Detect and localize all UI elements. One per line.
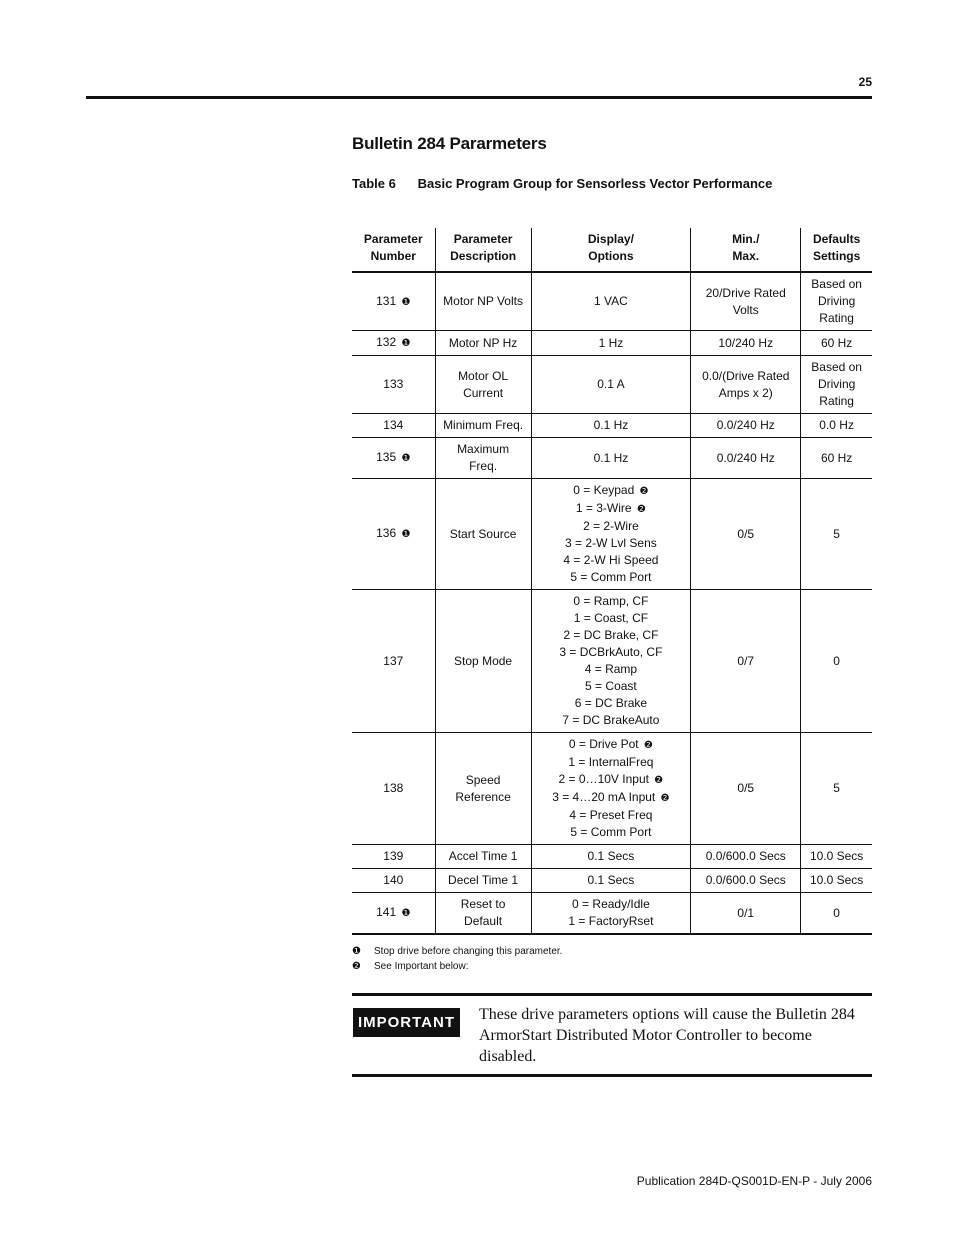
parameter-description [435, 414, 531, 438]
min-max [691, 438, 801, 479]
important-box [352, 993, 872, 1077]
header-display-options: Display/ Options [531, 228, 691, 272]
default-setting [801, 845, 872, 869]
option-text: 5 = Comm Port [570, 570, 652, 584]
parameter-description-line: Reference [455, 789, 511, 804]
parameter-description-line: Start Source [449, 526, 517, 541]
default-setting-line: Based on [811, 360, 862, 374]
table-row [352, 356, 872, 414]
table-row [352, 414, 872, 438]
display-options [531, 893, 691, 935]
default-setting [801, 590, 872, 733]
default-setting-line: 0 [833, 653, 840, 668]
min-max-line: 0.0/240 Hz [716, 418, 775, 432]
parameter-number-cell [352, 356, 435, 414]
parameter-number: 140 [383, 873, 404, 887]
table-row [352, 869, 872, 893]
min-max-line: 10/240 Hz [718, 335, 774, 350]
option-text: 6 = DC Brake [574, 696, 648, 710]
header-default-settings: Defaults Settings [801, 228, 872, 272]
publication-footer: Publication 284D-QS001D-EN-P - July 2006 [636, 1174, 872, 1188]
table-row [352, 272, 872, 331]
parameter-number: 137 [383, 653, 404, 668]
parameter-number-cell [352, 272, 435, 331]
min-max [691, 414, 801, 438]
parameter-description-line: Minimum Freq. [443, 418, 524, 432]
min-max [691, 331, 801, 356]
option-line [536, 678, 687, 695]
table-row [352, 590, 872, 733]
parameter-number-cell [352, 845, 435, 869]
option-text: 4 = Preset Freq [569, 808, 653, 822]
parameter-number: 131 [376, 293, 397, 308]
display-options [531, 331, 691, 356]
min-max-line: 0/5 [737, 781, 755, 795]
table-row [352, 893, 872, 935]
parameter-number-cell [352, 479, 435, 590]
min-max-line: 0.0/600.0 Secs [705, 849, 786, 863]
table-row [352, 479, 872, 590]
display-options [531, 438, 691, 479]
table-number: Table 6 [352, 176, 396, 191]
option-text: 0.1 A [597, 377, 625, 391]
header-rule [86, 96, 872, 99]
default-setting [801, 869, 872, 893]
option-line [536, 293, 687, 310]
parameter-description-line: Motor NP Volts [443, 294, 523, 308]
option-text: 5 = Comm Port [570, 825, 652, 839]
default-setting-line: 60 Hz [820, 450, 853, 465]
parameter-description [435, 590, 531, 733]
parameter-description-line: Motor OL [458, 368, 509, 383]
default-setting-line: Based on [811, 277, 862, 291]
option-line [536, 736, 687, 754]
header-parameter-number: Parameter Number [352, 228, 435, 272]
parameter-number-cell [352, 331, 435, 356]
parameter-number-cell [352, 733, 435, 845]
min-max [691, 733, 801, 845]
min-max-line: 20/Drive Rated [705, 285, 786, 300]
option-line [536, 712, 687, 729]
parameter-description [435, 438, 531, 479]
note-marker: ❷ [636, 504, 646, 515]
option-line [536, 610, 687, 627]
parameter-description-line: Accel Time 1 [448, 849, 518, 863]
page-number: 25 [858, 75, 872, 89]
note-marker: ❶ [401, 529, 411, 540]
parameter-number: 138 [383, 781, 404, 795]
option-line [536, 824, 687, 841]
option-line [536, 552, 687, 569]
parameter-description [435, 479, 531, 590]
parameter-description [435, 893, 531, 935]
parameter-description-line: Freq. [469, 459, 498, 473]
display-options [531, 414, 691, 438]
min-max-line: 0/5 [737, 526, 755, 541]
option-line [536, 569, 687, 586]
min-max-line: 0.0/(Drive Rated [702, 368, 790, 383]
option-text: 0 = Ready/Idle [572, 897, 650, 911]
parameter-number: 135 [376, 450, 397, 464]
footnote-text: See Important below: [374, 961, 469, 972]
default-setting-line: 5 [833, 781, 840, 795]
parameter-description [435, 869, 531, 893]
min-max-line: Volts [732, 302, 759, 317]
option-text: 0.1 Secs [587, 873, 635, 887]
note-marker: ❶ [401, 338, 411, 349]
min-max [691, 590, 801, 733]
default-setting [801, 479, 872, 590]
option-line [536, 872, 687, 889]
option-line [536, 593, 687, 610]
default-setting [801, 733, 872, 845]
default-setting [801, 414, 872, 438]
min-max-line: 0/1 [737, 905, 755, 920]
min-max [691, 356, 801, 414]
option-text: 0 = Drive Pot [568, 737, 639, 751]
option-line [536, 913, 687, 930]
footnote-text: Stop drive before changing this parameter. [374, 946, 563, 957]
default-setting [801, 438, 872, 479]
display-options [531, 272, 691, 331]
parameter-number: 132 [376, 335, 397, 349]
default-setting-line: 60 Hz [820, 335, 853, 350]
note-marker: ❶ [401, 453, 411, 464]
option-text: 1 Hz [598, 335, 624, 350]
footnote [352, 959, 562, 974]
table-row [352, 733, 872, 845]
parameter-number: 139 [383, 849, 404, 863]
display-options [531, 479, 691, 590]
option-text: 1 = FactoryRset [568, 914, 654, 928]
option-line [536, 450, 687, 467]
option-text: 1 = InternalFreq [568, 755, 654, 769]
default-setting [801, 356, 872, 414]
parameter-description-line: Current [463, 385, 504, 400]
parameter-number-cell [352, 414, 435, 438]
table-header-row [352, 228, 872, 272]
footnote-mark: ❶ [352, 946, 361, 957]
default-setting-line: 0 [833, 905, 840, 920]
default-setting-line: 0.0 Hz [819, 418, 854, 432]
option-line [536, 627, 687, 644]
option-text: 2 = 2-Wire [583, 519, 639, 533]
important-text: These drive parameters options will cause the Bulletin 284 ArmorStart Distributed Motor Controller to become disabled. [479, 1006, 855, 1065]
option-line [536, 661, 687, 678]
default-setting [801, 893, 872, 935]
option-text: 0 = Keypad [573, 483, 635, 497]
min-max [691, 869, 801, 893]
option-line [536, 848, 687, 865]
display-options [531, 356, 691, 414]
default-setting-line: Rating [819, 311, 854, 325]
option-text: 1 = Coast, CF [573, 611, 649, 625]
option-text: 1 = 3-Wire [575, 501, 632, 515]
min-max-line: Amps x 2) [718, 385, 773, 400]
min-max [691, 272, 801, 331]
note-marker: ❷ [654, 775, 664, 786]
default-setting-line: Driving [817, 377, 856, 391]
parameter-description [435, 272, 531, 331]
option-text: 3 = 4…20 mA Input [552, 790, 656, 804]
note-marker: ❶ [401, 296, 411, 308]
option-line [536, 482, 687, 500]
parameter-description-line: Reset to [460, 897, 506, 911]
option-text: 0.1 Hz [593, 450, 629, 465]
table-row [352, 845, 872, 869]
option-line [536, 754, 687, 771]
option-text: 1 VAC [594, 294, 628, 308]
parameter-number: 136 [376, 526, 397, 540]
option-text: 2 = DC Brake, CF [563, 628, 659, 642]
option-text: 3 = DCBrkAuto, CF [559, 645, 663, 659]
note-marker: ❷ [660, 793, 670, 804]
default-setting [801, 272, 872, 331]
min-max-line: 0/7 [737, 653, 755, 668]
option-line [536, 417, 687, 434]
option-line [536, 644, 687, 661]
option-line [536, 695, 687, 712]
parameter-number: 141 [376, 905, 397, 919]
display-options [531, 845, 691, 869]
option-line [536, 807, 687, 824]
default-setting-line: Rating [819, 394, 854, 408]
option-line [536, 771, 687, 789]
table-row [352, 331, 872, 356]
option-text: 5 = Coast [585, 679, 637, 693]
header-parameter-description: Parameter Description [435, 228, 531, 272]
parameter-number-cell [352, 893, 435, 935]
footnotes [352, 944, 562, 974]
header-min-max: Min./ Max. [691, 228, 801, 272]
option-line [536, 335, 687, 352]
min-max-line: 0.0/600.0 Secs [705, 873, 786, 887]
parameter-description [435, 845, 531, 869]
option-text: 0.1 Hz [593, 418, 629, 432]
parameter-number-cell [352, 869, 435, 893]
option-line [536, 518, 687, 535]
parameter-description-line: Default [464, 914, 503, 928]
option-line [536, 896, 687, 913]
option-line [536, 535, 687, 552]
parameter-description [435, 331, 531, 356]
option-line [536, 376, 687, 393]
display-options [531, 590, 691, 733]
parameter-description-line: Decel Time 1 [448, 873, 519, 887]
parameter-description-line: Maximum [457, 442, 510, 456]
parameter-number-cell [352, 438, 435, 479]
option-line [536, 500, 687, 518]
footnote [352, 944, 562, 959]
option-text: 4 = Ramp [584, 662, 638, 676]
table-title: Basic Program Group for Sensorless Vector Performance [417, 176, 773, 191]
option-text: 2 = 0…10V Input [558, 772, 649, 786]
parameter-description [435, 356, 531, 414]
parameter-description [435, 733, 531, 845]
parameter-description-line: Motor NP Hz [448, 335, 518, 350]
note-marker: ❶ [401, 908, 411, 919]
min-max [691, 479, 801, 590]
parameter-description-line: Speed [465, 772, 501, 787]
min-max-line: 0.0/240 Hz [716, 450, 775, 465]
default-setting-line: Driving [817, 294, 856, 308]
note-marker: ❷ [639, 486, 649, 497]
parameter-table [352, 228, 872, 935]
default-setting-line: 10.0 Secs [809, 849, 864, 863]
table-row [352, 438, 872, 479]
option-text: 4 = 2-W Hi Speed [563, 553, 659, 567]
option-text: 0 = Ramp, CF [573, 594, 649, 608]
default-setting-line: 10.0 Secs [809, 873, 864, 887]
section-title: Bulletin 284 Pararmeters [352, 134, 547, 153]
display-options [531, 869, 691, 893]
min-max [691, 893, 801, 935]
parameter-description-line: Stop Mode [454, 653, 513, 668]
option-text: 0.1 Secs [587, 849, 635, 863]
display-options [531, 733, 691, 845]
default-setting [801, 331, 872, 356]
note-marker: ❷ [643, 740, 653, 751]
option-text: 7 = DC BrakeAuto [562, 713, 660, 727]
table-body [352, 272, 872, 934]
parameter-number-cell [352, 590, 435, 733]
parameter-number: 134 [383, 418, 404, 432]
default-setting-line: 5 [833, 526, 840, 541]
footnote-mark: ❷ [352, 961, 361, 972]
important-label: IMPORTANT [353, 1008, 460, 1037]
min-max [691, 845, 801, 869]
option-text: 3 = 2-W Lvl Sens [565, 536, 657, 550]
option-line [536, 789, 687, 807]
table-caption [352, 176, 772, 191]
parameter-number: 133 [383, 377, 404, 391]
